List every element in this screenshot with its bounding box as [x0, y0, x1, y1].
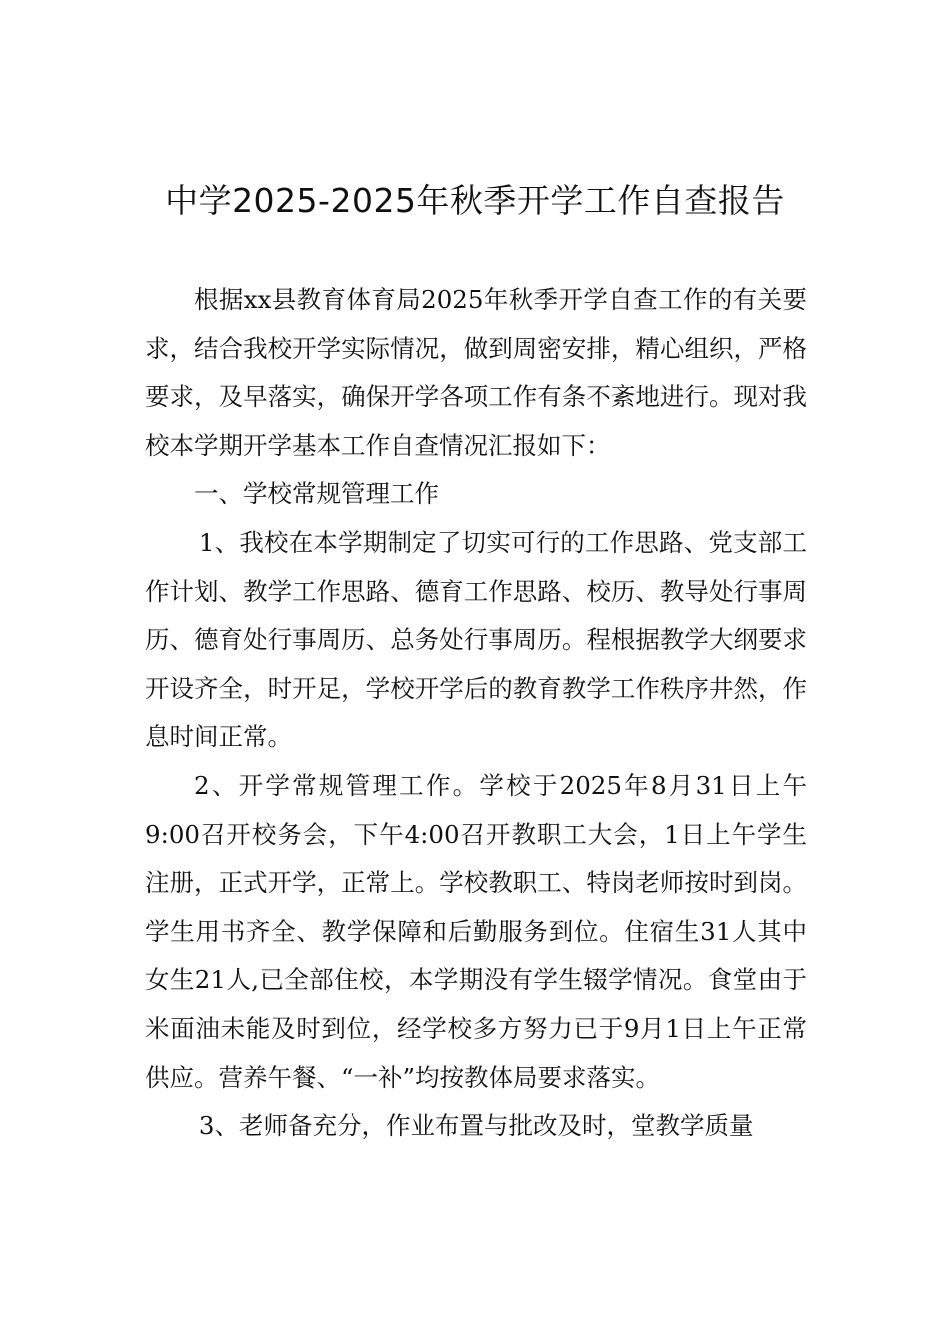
document-title: 中学2025-2025年秋季开学工作自查报告: [165, 181, 785, 220]
document-body: [145, 276, 807, 1151]
item-2-paragraph: 2、开学常规管理工作。学校于2025年8月31日上午9:00召开校务会，下午4:00召开教职工大会，1日上午学生注册，正式开学，正常上。学校教职工、特岗老师按时到岗。学生用书齐全、教学保障和后勤服务到位。住宿生31人其中女生21人,已全部住校，本学期没有学生辍学情况。食堂由于米面油未能及时到位，经学校多方努力已于9月1日上午正常供应。营养午餐、“一补”均按教体局要求落实。: [145, 770, 807, 1092]
item-1-paragraph: 1、我校在本学期制定了切实可行的工作思路、党支部工作计划、教学工作思路、德育工作思路、校历、教导处行事周历、德育处行事周历、总务处行事周历。程根据教学大纲要求开设齐全，时开足，学校开学后的教育教学工作秩序井然，作息时间正常。: [145, 527, 807, 752]
section-heading: 一、学校常规管理工作: [194, 479, 439, 509]
intro-paragraph: 根据xx县教育体育局2025年秋季开学自查工作的有关要求，结合我校开学实际情况，做到周密安排，精心组织，严格要求，及早落实，确保开学各项工作有条不紊地进行。现对我校本学期开学基本工作自查情况汇报如下：: [145, 285, 807, 460]
item-3-paragraph: 3、老师备充分，作业布置与批改及时，堂教学质量: [198, 1111, 754, 1141]
